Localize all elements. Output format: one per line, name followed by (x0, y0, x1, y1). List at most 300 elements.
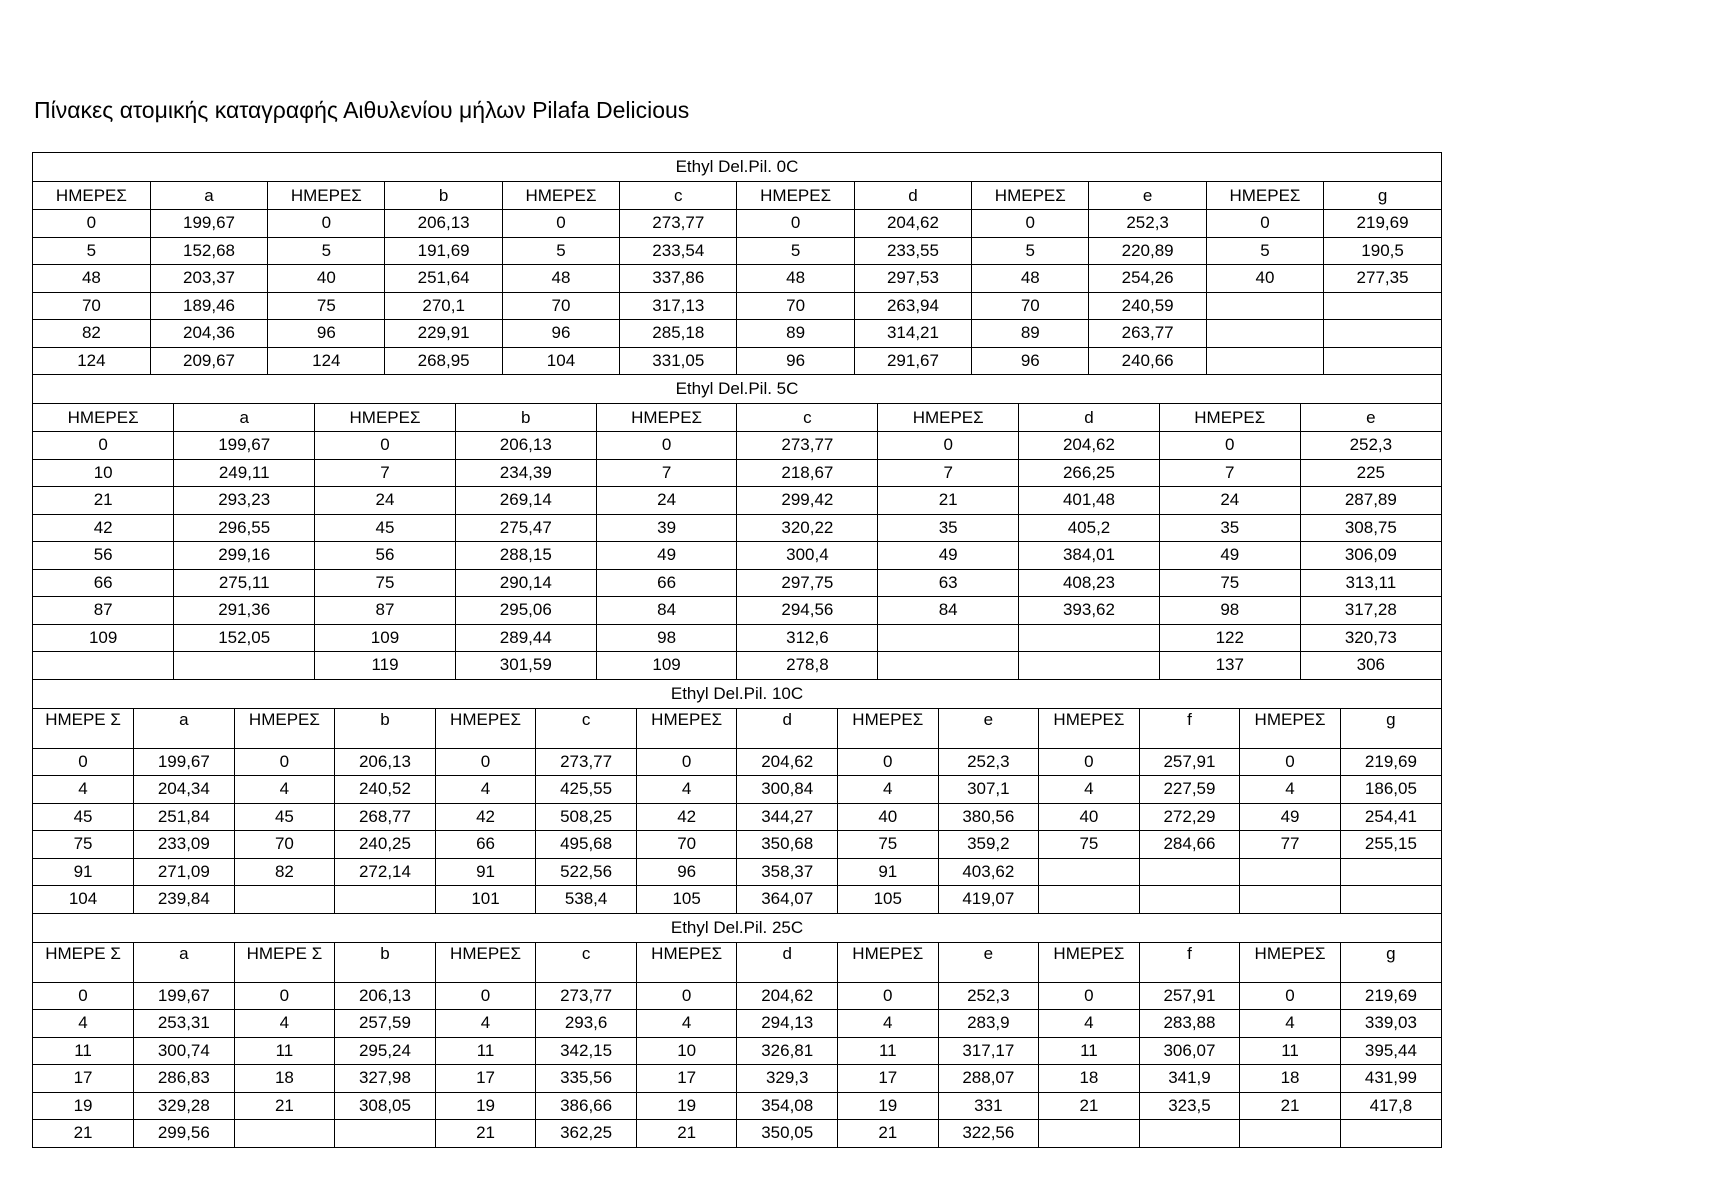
value-cell: 204,62 (854, 210, 971, 238)
days-cell: 122 (1159, 624, 1300, 652)
column-header: c (536, 943, 637, 983)
value-cell: 199,67 (134, 748, 235, 776)
days-cell: 0 (234, 748, 335, 776)
days-cell: 75 (1159, 569, 1300, 597)
column-header: ΗΜΕΡΕΣ (1159, 404, 1300, 432)
days-cell: 0 (33, 748, 134, 776)
value-cell: 203,37 (150, 265, 267, 293)
value-cell: 290,14 (455, 569, 596, 597)
section-10c (33, 680, 1441, 914)
days-cell: 35 (878, 514, 1019, 542)
value-cell: 320,73 (1300, 624, 1441, 652)
column-header: ΗΜΕΡΕΣ (596, 404, 737, 432)
value-cell: 257,91 (1139, 748, 1240, 776)
value-cell: 350,68 (737, 831, 838, 859)
value-cell: 240,66 (1089, 347, 1206, 375)
days-cell: 82 (234, 858, 335, 886)
days-cell: 49 (1159, 542, 1300, 570)
days-cell: 0 (435, 982, 536, 1010)
value-cell: 270,1 (385, 292, 502, 320)
days-cell: 70 (737, 292, 854, 320)
value-cell: 306,07 (1139, 1037, 1240, 1065)
days-cell: 96 (636, 858, 737, 886)
days-cell: 19 (33, 1092, 134, 1120)
value-cell: 293,23 (174, 487, 315, 515)
value-cell: 313,11 (1300, 569, 1441, 597)
value-cell: 337,86 (620, 265, 737, 293)
table-row (33, 1037, 1441, 1065)
value-cell: 283,9 (938, 1010, 1039, 1038)
column-header: ΗΜΕΡΕΣ (1039, 709, 1140, 749)
days-cell (1206, 292, 1323, 320)
value-cell (1019, 652, 1160, 680)
days-cell: 89 (737, 320, 854, 348)
value-cell: 273,77 (737, 432, 878, 460)
days-cell: 10 (636, 1037, 737, 1065)
days-cell: 48 (972, 265, 1089, 293)
table-row (33, 459, 1441, 487)
days-cell: 104 (33, 886, 134, 914)
days-cell: 4 (234, 1010, 335, 1038)
value-cell: 297,53 (854, 265, 971, 293)
days-cell: 5 (268, 237, 385, 265)
value-cell: 419,07 (938, 886, 1039, 914)
value-cell: 299,16 (174, 542, 315, 570)
days-cell: 105 (838, 886, 939, 914)
days-cell: 0 (502, 210, 619, 238)
days-cell: 0 (435, 748, 536, 776)
days-cell (1206, 320, 1323, 348)
days-cell: 0 (1159, 432, 1300, 460)
days-cell: 4 (1039, 776, 1140, 804)
days-cell: 48 (737, 265, 854, 293)
days-cell: 0 (234, 982, 335, 1010)
value-cell: 204,62 (1019, 432, 1160, 460)
table-row (33, 320, 1441, 348)
column-header: ΗΜΕΡΕ Σ (33, 943, 134, 983)
value-cell: 273,77 (536, 982, 637, 1010)
value-cell: 249,11 (174, 459, 315, 487)
column-header: ΗΜΕΡΕ Σ (234, 943, 335, 983)
table-row (33, 210, 1441, 238)
value-cell: 307,1 (938, 776, 1039, 804)
days-cell: 4 (636, 1010, 737, 1038)
table-row (33, 1065, 1441, 1093)
column-header: b (455, 404, 596, 432)
column-header: a (134, 709, 235, 749)
value-cell: 297,75 (737, 569, 878, 597)
value-cell: 364,07 (737, 886, 838, 914)
days-cell: 75 (1039, 831, 1140, 859)
value-cell: 206,13 (385, 210, 502, 238)
days-cell: 0 (1206, 210, 1323, 238)
days-cell: 4 (33, 1010, 134, 1038)
value-cell: 286,83 (134, 1065, 235, 1093)
table-row (33, 748, 1441, 776)
column-header: a (150, 182, 267, 210)
days-cell: 21 (234, 1092, 335, 1120)
value-cell: 206,13 (335, 748, 436, 776)
value-cell: 393,62 (1019, 597, 1160, 625)
section-title: Ethyl Del.Pil. 5C (33, 375, 1441, 404)
days-cell: 0 (33, 432, 174, 460)
days-cell: 5 (33, 237, 150, 265)
value-cell: 191,69 (385, 237, 502, 265)
days-cell: 75 (33, 831, 134, 859)
days-cell: 0 (1240, 748, 1341, 776)
days-cell: 4 (636, 776, 737, 804)
value-cell: 291,36 (174, 597, 315, 625)
column-header: d (737, 709, 838, 749)
days-cell: 21 (1039, 1092, 1140, 1120)
days-cell: 24 (1159, 487, 1300, 515)
column-header: ΗΜΕΡΕΣ (268, 182, 385, 210)
value-cell: 219,69 (1340, 982, 1441, 1010)
value-cell: 362,25 (536, 1120, 637, 1148)
days-cell (234, 886, 335, 914)
days-cell: 101 (435, 886, 536, 914)
column-header: c (620, 182, 737, 210)
days-cell: 56 (33, 542, 174, 570)
days-cell: 40 (838, 803, 939, 831)
table-row (33, 237, 1441, 265)
value-cell: 296,55 (174, 514, 315, 542)
days-cell (33, 652, 174, 680)
days-cell: 17 (33, 1065, 134, 1093)
value-cell: 233,54 (620, 237, 737, 265)
value-cell: 495,68 (536, 831, 637, 859)
value-cell: 300,74 (134, 1037, 235, 1065)
value-cell: 219,69 (1340, 748, 1441, 776)
days-cell: 66 (435, 831, 536, 859)
column-header: c (536, 709, 637, 749)
days-cell: 0 (268, 210, 385, 238)
section-0c (33, 153, 1441, 375)
days-cell: 0 (33, 982, 134, 1010)
value-cell: 204,36 (150, 320, 267, 348)
days-cell (878, 624, 1019, 652)
value-cell: 289,44 (455, 624, 596, 652)
days-cell: 19 (838, 1092, 939, 1120)
column-header: f (1139, 943, 1240, 983)
value-cell: 417,8 (1340, 1092, 1441, 1120)
value-cell: 257,59 (335, 1010, 436, 1038)
value-cell: 251,84 (134, 803, 235, 831)
days-cell: 124 (33, 347, 150, 375)
value-cell: 339,03 (1340, 1010, 1441, 1038)
days-cell: 45 (33, 803, 134, 831)
days-cell: 4 (1039, 1010, 1140, 1038)
days-cell: 0 (636, 748, 737, 776)
column-header: ΗΜΕΡΕΣ (636, 943, 737, 983)
value-cell: 386,66 (536, 1092, 637, 1120)
value-cell: 268,77 (335, 803, 436, 831)
value-cell: 152,05 (174, 624, 315, 652)
days-cell: 66 (596, 569, 737, 597)
value-cell: 380,56 (938, 803, 1039, 831)
value-cell: 308,05 (335, 1092, 436, 1120)
value-cell: 508,25 (536, 803, 637, 831)
value-cell: 300,4 (737, 542, 878, 570)
days-cell: 75 (315, 569, 456, 597)
days-cell: 21 (435, 1120, 536, 1148)
days-cell: 10 (33, 459, 174, 487)
column-header: ΗΜΕΡΕΣ (502, 182, 619, 210)
days-cell: 42 (636, 803, 737, 831)
days-cell: 5 (972, 237, 1089, 265)
value-cell: 277,35 (1324, 265, 1441, 293)
value-cell: 204,34 (134, 776, 235, 804)
table-row (33, 432, 1441, 460)
column-header: d (1019, 404, 1160, 432)
days-cell: 87 (315, 597, 456, 625)
section-title: Ethyl Del.Pil. 0C (33, 153, 1441, 182)
table-row (33, 514, 1441, 542)
days-cell: 75 (268, 292, 385, 320)
value-cell: 271,09 (134, 858, 235, 886)
value-cell: 342,15 (536, 1037, 637, 1065)
column-header: ΗΜΕΡΕΣ (435, 943, 536, 983)
value-cell: 408,23 (1019, 569, 1160, 597)
value-cell: 291,67 (854, 347, 971, 375)
table-row (33, 1120, 1441, 1148)
days-cell: 35 (1159, 514, 1300, 542)
column-header: ΗΜΕΡΕΣ (315, 404, 456, 432)
value-cell: 314,21 (854, 320, 971, 348)
days-cell: 104 (502, 347, 619, 375)
days-cell: 48 (33, 265, 150, 293)
value-cell: 329,28 (134, 1092, 235, 1120)
days-cell: 19 (636, 1092, 737, 1120)
value-cell: 152,68 (150, 237, 267, 265)
table-header-row (33, 943, 1441, 983)
days-cell: 7 (596, 459, 737, 487)
days-cell: 21 (838, 1120, 939, 1148)
value-cell (335, 886, 436, 914)
column-header: ΗΜΕΡΕΣ (838, 709, 939, 749)
value-cell: 240,59 (1089, 292, 1206, 320)
value-cell: 287,89 (1300, 487, 1441, 515)
value-cell: 538,4 (536, 886, 637, 914)
table-row (33, 569, 1441, 597)
days-cell: 17 (636, 1065, 737, 1093)
value-cell: 431,99 (1340, 1065, 1441, 1093)
days-cell: 11 (234, 1037, 335, 1065)
table-header-row (33, 709, 1441, 749)
days-cell: 21 (636, 1120, 737, 1148)
days-cell: 18 (234, 1065, 335, 1093)
days-cell: 77 (1240, 831, 1341, 859)
value-cell: 206,13 (455, 432, 596, 460)
days-cell: 91 (435, 858, 536, 886)
days-cell: 70 (502, 292, 619, 320)
value-cell (1324, 320, 1441, 348)
value-cell (174, 652, 315, 680)
value-cell (1340, 886, 1441, 914)
value-cell: 257,91 (1139, 982, 1240, 1010)
days-cell: 56 (315, 542, 456, 570)
days-cell: 109 (315, 624, 456, 652)
value-cell: 251,64 (385, 265, 502, 293)
days-cell: 0 (737, 210, 854, 238)
value-cell: 255,15 (1340, 831, 1441, 859)
days-cell: 87 (33, 597, 174, 625)
value-cell: 284,66 (1139, 831, 1240, 859)
days-cell: 49 (1240, 803, 1341, 831)
value-cell: 344,27 (737, 803, 838, 831)
days-cell: 96 (502, 320, 619, 348)
value-cell: 322,56 (938, 1120, 1039, 1148)
days-cell: 66 (33, 569, 174, 597)
days-cell: 11 (435, 1037, 536, 1065)
days-cell: 17 (435, 1065, 536, 1093)
value-cell: 295,24 (335, 1037, 436, 1065)
value-cell: 272,14 (335, 858, 436, 886)
table-row (33, 652, 1441, 680)
days-cell: 0 (636, 982, 737, 1010)
days-cell: 4 (435, 1010, 536, 1038)
data-table-25c (33, 943, 1441, 1148)
table-row (33, 776, 1441, 804)
column-header: d (737, 943, 838, 983)
days-cell: 7 (315, 459, 456, 487)
value-cell: 239,84 (134, 886, 235, 914)
value-cell: 288,07 (938, 1065, 1039, 1093)
value-cell: 225 (1300, 459, 1441, 487)
days-cell: 11 (838, 1037, 939, 1065)
column-header: e (938, 943, 1039, 983)
value-cell: 294,13 (737, 1010, 838, 1038)
column-header: ΗΜΕΡΕΣ (1206, 182, 1323, 210)
days-cell: 0 (838, 982, 939, 1010)
column-header: g (1340, 943, 1441, 983)
days-cell (1039, 858, 1140, 886)
days-cell: 5 (737, 237, 854, 265)
value-cell: 300,84 (737, 776, 838, 804)
days-cell: 63 (878, 569, 1019, 597)
value-cell: 294,56 (737, 597, 878, 625)
value-cell: 331 (938, 1092, 1039, 1120)
value-cell: 219,69 (1324, 210, 1441, 238)
value-cell (1340, 1120, 1441, 1148)
value-cell (1324, 347, 1441, 375)
value-cell: 199,67 (150, 210, 267, 238)
days-cell: 42 (33, 514, 174, 542)
value-cell: 240,25 (335, 831, 436, 859)
column-header: b (385, 182, 502, 210)
days-cell: 4 (435, 776, 536, 804)
value-cell: 299,56 (134, 1120, 235, 1148)
value-cell: 252,3 (938, 748, 1039, 776)
value-cell: 285,18 (620, 320, 737, 348)
column-header: ΗΜΕΡΕΣ (234, 709, 335, 749)
days-cell: 0 (33, 210, 150, 238)
days-cell: 4 (838, 776, 939, 804)
value-cell: 288,15 (455, 542, 596, 570)
days-cell: 11 (33, 1037, 134, 1065)
value-cell: 403,62 (938, 858, 1039, 886)
value-cell: 254,41 (1340, 803, 1441, 831)
value-cell: 199,67 (134, 982, 235, 1010)
value-cell: 273,77 (536, 748, 637, 776)
column-header: f (1139, 709, 1240, 749)
value-cell: 354,08 (737, 1092, 838, 1120)
days-cell: 109 (596, 652, 737, 680)
value-cell: 405,2 (1019, 514, 1160, 542)
column-header: d (854, 182, 971, 210)
data-table-5c (33, 404, 1441, 680)
table-row (33, 831, 1441, 859)
days-cell: 96 (972, 347, 1089, 375)
days-cell (878, 652, 1019, 680)
value-cell (335, 1120, 436, 1148)
value-cell: 268,95 (385, 347, 502, 375)
value-cell: 401,48 (1019, 487, 1160, 515)
days-cell: 0 (315, 432, 456, 460)
column-header: ΗΜΕΡΕΣ (737, 182, 854, 210)
value-cell: 306,09 (1300, 542, 1441, 570)
column-header: ΗΜΕΡΕΣ (1039, 943, 1140, 983)
days-cell: 70 (234, 831, 335, 859)
value-cell: 229,91 (385, 320, 502, 348)
value-cell: 190,5 (1324, 237, 1441, 265)
value-cell: 359,2 (938, 831, 1039, 859)
days-cell: 4 (1240, 776, 1341, 804)
value-cell: 278,8 (737, 652, 878, 680)
days-cell: 137 (1159, 652, 1300, 680)
table-row (33, 597, 1441, 625)
days-cell: 0 (838, 748, 939, 776)
days-cell (1039, 886, 1140, 914)
days-cell: 0 (1240, 982, 1341, 1010)
value-cell (1139, 858, 1240, 886)
days-cell: 91 (838, 858, 939, 886)
column-header: ΗΜΕΡΕΣ (33, 404, 174, 432)
value-cell: 320,22 (737, 514, 878, 542)
value-cell: 252,3 (1089, 210, 1206, 238)
table-row (33, 265, 1441, 293)
page-title: Πίνακες ατομικής καταγραφής Αιθυλενίου μήλων Pilafa Delicious (34, 97, 690, 123)
days-cell: 18 (1240, 1065, 1341, 1093)
days-cell: 40 (268, 265, 385, 293)
value-cell: 329,3 (737, 1065, 838, 1093)
value-cell: 234,39 (455, 459, 596, 487)
value-cell: 306 (1300, 652, 1441, 680)
column-header: b (335, 709, 436, 749)
column-header: ΗΜΕΡΕΣ (33, 182, 150, 210)
value-cell: 331,05 (620, 347, 737, 375)
value-cell (1324, 292, 1441, 320)
table-row (33, 487, 1441, 515)
value-cell: 272,29 (1139, 803, 1240, 831)
column-header: ΗΜΕΡΕΣ (878, 404, 1019, 432)
days-cell: 98 (1159, 597, 1300, 625)
column-header: b (335, 943, 436, 983)
value-cell: 206,13 (335, 982, 436, 1010)
column-header: ΗΜΕΡΕΣ (1240, 709, 1341, 749)
table-header-row (33, 182, 1441, 210)
days-cell: 91 (33, 858, 134, 886)
days-cell: 40 (1206, 265, 1323, 293)
days-cell: 7 (878, 459, 1019, 487)
value-cell: 263,94 (854, 292, 971, 320)
value-cell: 283,88 (1139, 1010, 1240, 1038)
days-cell: 0 (878, 432, 1019, 460)
value-cell: 227,59 (1139, 776, 1240, 804)
days-cell (1039, 1120, 1140, 1148)
table-row (33, 803, 1441, 831)
value-cell: 233,55 (854, 237, 971, 265)
